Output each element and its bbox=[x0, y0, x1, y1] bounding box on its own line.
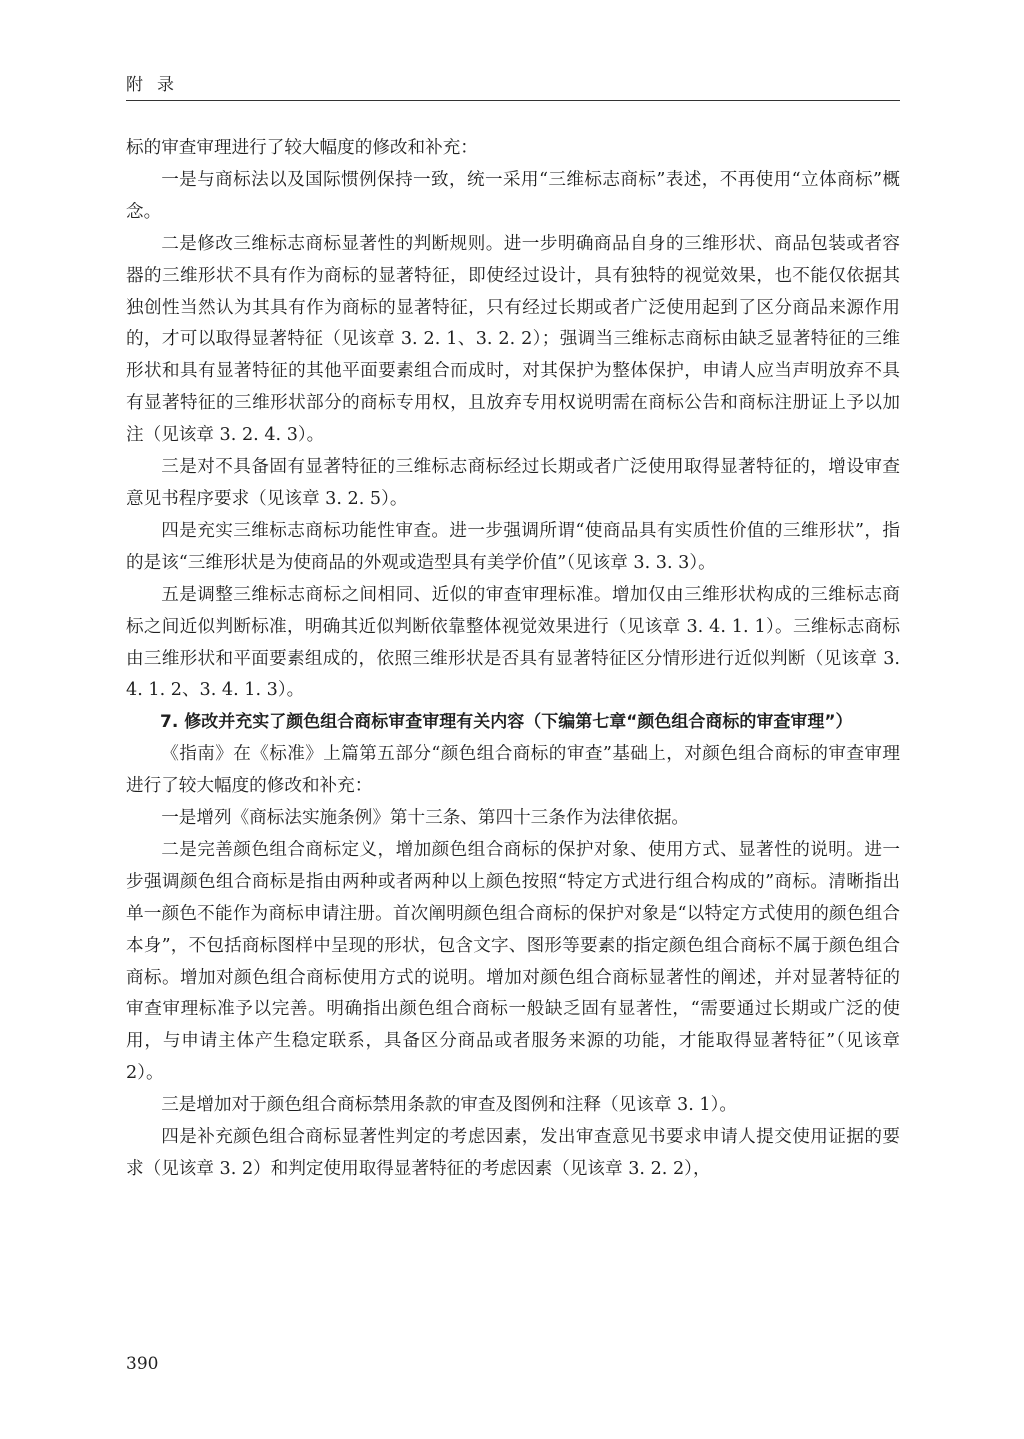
paragraph: 一是增列《商标法实施条例》第十三条、第四十三条作为法律依据。 bbox=[161, 808, 690, 829]
header-divider bbox=[126, 100, 900, 101]
paragraph: 标的审查审理进行了较大幅度的修改和补充： bbox=[126, 138, 478, 158]
paragraph: 一是与商标法以及国际惯例保持一致，统一采用“三维标志商标”表述，不再使用“立体商标”概念。 bbox=[126, 169, 900, 222]
paragraph: 二是修改三维标志商标显著性的判断规则。进一步明确商品自身的三维形状、商品包装或者容器的三维形状不具有作为商标的显著特征，即使经过设计，具有独特的视觉效果，也不能仅依据其独创性当然认为其具有作为商标的显著特征，只有经过长期或者广泛使用起到了区分商品来源作用的，才可以取得显著特征（见该章 3. 2. 1、3. 2. 2）；强调当三维标志商标由缺乏显著特征的三维形状和具有显著特征的其他平面要素组合而成时，对其保护为整体保护，申请人应当声明放弃不具有显著特征的三维形状部分的商标专用权，且放弃专用权说明需在商标公告和商标注册证上予以加注（见该章 3. 2. 4. 3）。 bbox=[126, 233, 900, 446]
paragraph: 二是完善颜色组合商标定义，增加颜色组合商标的保护对象、使用方式、显著性的说明。进一步强调颜色组合商标是指由两种或者两种以上颜色按照“特定方式进行组合构成的”商标。清晰指出单一颜色不能作为商标申请注册。首次阐明颜色组合商标的保护对象是“以特定方式使用的颜色组合本身”，不包括商标图样中呈现的形状，包含文字、图形等要素的指定颜色组合商标不属于颜色组合商标。增加对颜色组合商标使用方式的说明。增加对颜色组合商标显著性的阐述，并对显著特征的审查审理标准予以完善。明确指出颜色组合商标一般缺乏固有显著性，“需要通过长期或广泛的使用，与申请主体产生稳定联系，具备区分商品或者服务来源的功能，才能取得显著特征”（见该章 2）。 bbox=[126, 839, 900, 1084]
paragraph: 四是充实三维标志商标功能性审查。进一步强调所谓“使商品具有实质性价值的三维形状”，指的是该“三维形状是为使商品的外观或造型具有美学价值”（见该章 3. 3. 3）。 bbox=[126, 520, 900, 573]
paragraph: 五是调整三维标志商标之间相同、近似的审查审理标准。增加仅由三维形状构成的三维标志商标之间近似判断标准，明确其近似判断依靠整体视觉效果进行（见该章 3. 4. 1. 1）。三维标志商标由三维形状和平面要素组成的，依照三维形状是否具有显著特征区分情形进行近似判断（见该章 3. 4. 1. 2、3. 4. 1. 3）。 bbox=[126, 584, 900, 701]
paragraph: 四是补充颜色组合商标显著性判定的考虑因素，发出审查意见书要求申请人提交使用证据的要求（见该章 3. 2）和判定使用取得显著特征的考虑因素（见该章 3. 2. 2）， bbox=[126, 1127, 900, 1179]
paragraph: 三是增加对于颜色组合商标禁用条款的审查及图例和注释（见该章 3. 1）。 bbox=[161, 1095, 737, 1116]
body-text bbox=[126, 133, 900, 1186]
running-header: 附录 bbox=[126, 75, 188, 95]
page-number: 390 bbox=[126, 1354, 159, 1374]
section-heading: 7. 修改并充实了颜色组合商标审查审理有关内容（下编第七章“颜色组合商标的审查审理”） bbox=[160, 712, 853, 733]
paragraph: 《指南》在《标准》上篇第五部分“颜色组合商标的审查”基础上，对颜色组合商标的审查审理进行了较大幅度的修改和补充： bbox=[126, 744, 900, 797]
paragraph: 三是对不具备固有显著特征的三维标志商标经过长期或者广泛使用取得显著特征的，增设审查意见书程序要求（见该章 3. 2. 5）。 bbox=[126, 457, 900, 509]
